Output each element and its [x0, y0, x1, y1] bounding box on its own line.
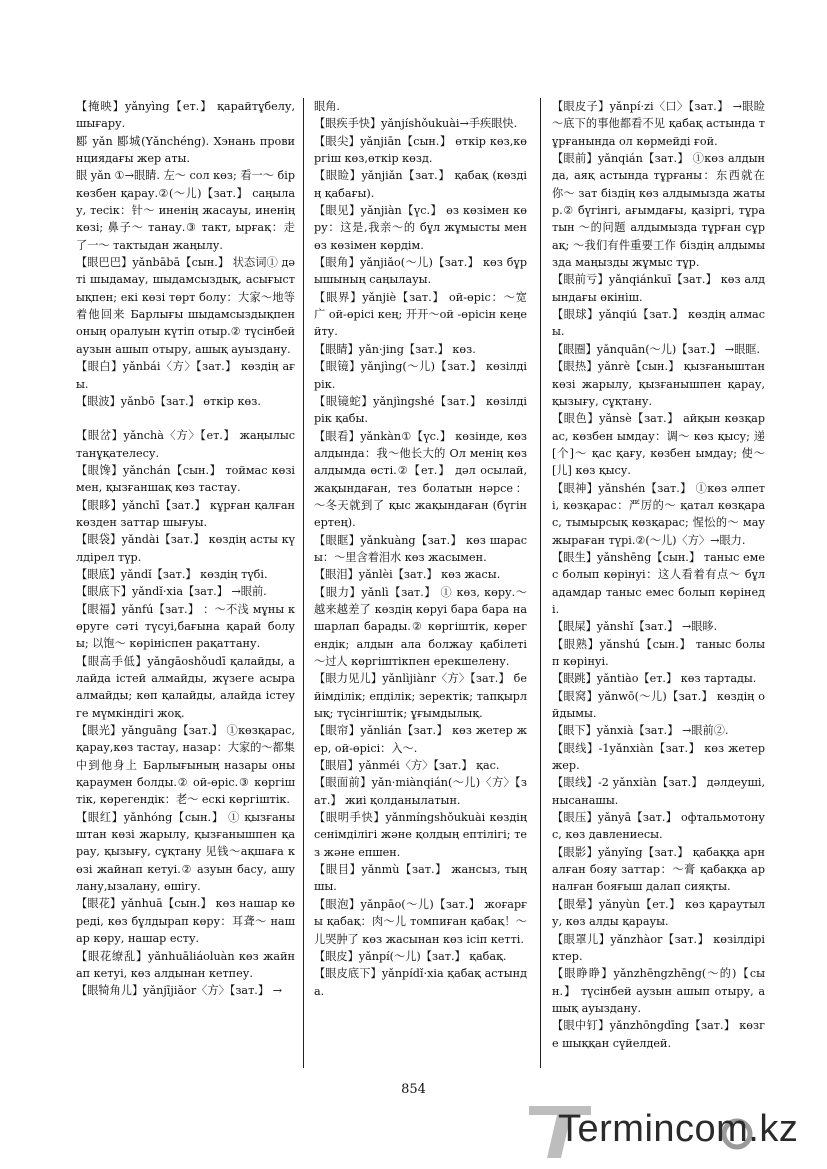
- dictionary-entry: 【眼罩儿】yǎnzhàor【зат.】 көзілдіріктер.: [552, 932, 765, 963]
- dictionary-entry: 【眼见】yǎnjiàn【үс.】 өз көзімен көру：这是,我亲～的 бұл жұмысты мен өз көзімен көрдім.: [314, 204, 527, 252]
- dictionary-entry: 【眼明手快】yǎnmíngshǒukuài көздің сенімділігі және қолдың ептілігі; тез және епшен.: [314, 811, 527, 859]
- dictionary-entry: 【眼睁睁】yǎnzhēngzhēng(～的)【сын.】 түсінбей аузын ашып отыру, ашық ауыздану.: [552, 967, 765, 1015]
- dictionary-entry: 眼 yǎn ①→眼睛. 左～ сол көз; 看一～ бір көзбен қарау.②(～儿)【зат.】 саңылау, тесік：针～ иненің жасауы, иненің көзі; 鼻子～ танау.③ такт, ырғақ：走了一～ тактыдан жаңылу.: [76, 169, 295, 252]
- dictionary-entry: 【眼光】yǎnguāng【зат.】 ①көзқарас, қарау,көз тастау, назар：大家的～都集中到他身上 Барлығының назары оны қараумен болды.② ой-өріс.③ көргіштік, көрегендік：老～ ескі көргіштік.: [76, 724, 295, 807]
- column-divider: [303, 98, 304, 1068]
- dictionary-entry: 【眼泡】yǎnpāo(～儿)【зат.】 жоғарғы қабақ：肉～儿 томпиған қабақ！～儿哭肿了 көз жасынан көз ісіп кетті.: [314, 897, 527, 946]
- dictionary-entry: 【眼界】yǎnjiè【зат.】 ой-өріс：～宽广 ой-өрісі кең; 开开～ой -өрісін кеңейту.: [314, 290, 527, 339]
- dictionary-entry: 【眼高手低】yǎngāoshǒudī қалайды, алайда істей алмайды, жүзеге асыра алмайды; көп қалайды, алайда істеуге мүмкіндігі жоқ.: [76, 654, 295, 720]
- dictionary-column-left: [76, 98, 295, 1000]
- dictionary-entry: 【眼帘】yǎnlián【зат.】 көз жетер жер, ой-өрісі：入～.: [314, 724, 527, 755]
- dictionary-entry: 【眼生】yǎnshēng【сын.】 таныс емес болып көрінуі：这人看着有点～ бұл адамдар таныс емес болып көрінеді.: [552, 550, 765, 616]
- dictionary-entry: 【眼泪】yǎnlèi【зат.】 көз жасы.: [314, 568, 501, 582]
- dictionary-entry: 【眼镜】yǎnjìng(～儿)【зат.】 көзілдірік.: [314, 360, 527, 391]
- dictionary-entry: 【眼馋】yǎnchán【сын.】 тоймас көзімен, қызғаншақ көз тастау.: [76, 463, 295, 495]
- dictionary-entry: 【眼岔】yǎnchà〈方〉【ет.】 жаңылыс танұқателесу.: [76, 429, 295, 460]
- dictionary-entry: 【眼下】yǎnxià【зат.】 →眼前②.: [552, 724, 729, 738]
- dictionary-entry: 【眼尖】yǎnjiān【сын.】 өткір көз,көргіш көз,өткір көзд.: [314, 134, 527, 166]
- dictionary-entry: 【掩映】yǎnyìng【ет.】 қарайтұбелу, шығару.: [76, 100, 295, 131]
- dictionary-entry: 【眼波】yǎnbō【зат.】 өткір көз.: [76, 394, 261, 408]
- dictionary-entry: 【眼皮底下】yǎnpídǐ·xia қабақ астында.: [314, 967, 527, 998]
- dictionary-entry: 【眼窝】yǎnwō(～儿)【зат.】 көздің ойдымы.: [552, 689, 765, 721]
- dictionary-entry: 【眼圈】yǎnquān(～儿)【зат.】 →眼眶.: [552, 342, 761, 356]
- dictionary-entry: 【眼跳】yǎntiào【ет.】 көз тартады.: [552, 672, 757, 686]
- dictionary-entry: 【眼目】yǎnmù【зат.】 жансыз, тыңшы.: [314, 863, 527, 894]
- dictionary-entry: 【眼袋】yǎndài【зат.】 көздің асты күлдірел түр.: [76, 533, 295, 564]
- dictionary-entry: 【眼力见儿】yǎnlìjiànr〈方〉【зат.】 бейімділік; епділік; зеректік; тапқырлық; түсінгіштік; ұғымдылық.: [314, 672, 527, 721]
- dictionary-entry: 【眼中钉】yǎnzhōngdīng【зат.】 көзге шыққан сүйелдей.: [552, 1019, 765, 1050]
- dictionary-entry: 【眼底】yǎndǐ【зат.】 көздің түбі.: [76, 567, 268, 581]
- dictionary-entry: 【眼镜蛇】yǎnjìngshé【зат.】 көзілдірік қабы.: [314, 394, 527, 426]
- dictionary-entry: 【眼皮】yǎnpí(～儿)【зат.】 қабақ.: [314, 949, 507, 963]
- dictionary-entry: 【眼眉】yǎnméi〈方〉【зат.】 қас.: [314, 759, 500, 773]
- dictionary-entry: 【眼底下】yǎndǐ·xia【зат.】 →眼前.: [76, 585, 267, 599]
- dictionary-column-middle: [314, 98, 527, 1000]
- dictionary-entry: 【眼压】yǎnyā【зат.】 офтальмотонус, көз давлениесы.: [552, 811, 765, 842]
- dictionary-entry: 【眼疾手快】yǎnjíshǒukuài→手疾眼快.: [314, 117, 518, 131]
- dictionary-entry: 郾 yǎn 郾城(Yǎnchéng). Хэнань провинциядағы жер аты.: [76, 134, 295, 166]
- page-number: 854: [401, 1082, 426, 1097]
- dictionary-entry: 【眼线】-2 yǎnxiàn【зат.】 дәлдеуші, нысанашы.: [552, 776, 765, 807]
- dictionary-entry: 【眼晕】yǎnyùn【ет.】 көз қараутылу, көз алды қарауы.: [552, 897, 765, 929]
- dictionary-entry: 【眼眵】yǎnchī【зат.】 кұрған қалған көзден заттар шығуы.: [76, 498, 295, 529]
- dictionary-entry: 【眼花】yǎnhuā【сын.】 көз нашар көреді, көз бұлдырап көру：耳聋～ нашар көру, нашар есту.: [76, 897, 295, 946]
- dictionary-entry: 【眼面前】yǎn·miànqián(～儿)〈方〉【зат.】 жиі қолданылатын.: [314, 776, 527, 807]
- dictionary-entry: 【眼犄角儿】yǎnjījiǎor〈方〉【зат.】 →: [76, 984, 282, 998]
- dictionary-entry: 【眼熟】yǎnshú【сын.】 таныс болып көрінуі.: [552, 637, 765, 668]
- column-divider: [540, 98, 541, 1068]
- dictionary-entry: 【眼色】yǎnsè【зат.】 айқын көзқарас, көзбен ымдау：调～ көз қысу; 递[个]～ қас қағу, көзбен ымдау; 使～[儿] көз қысу.: [552, 412, 765, 478]
- dictionary-entry: 【眼睛】yǎn·jing【зат.】 көз.: [314, 342, 476, 356]
- dictionary-entry: 【眼花缭乱】yǎnhuāliáoluàn көз жайнап кетуі, көз алдынан кетпеу.: [76, 949, 295, 980]
- termincom-logo-text: Termincom.kz: [558, 1108, 799, 1150]
- dictionary-entry: 【眼白】yǎnbái〈方〉【зат.】 көздің ағы.: [76, 360, 295, 391]
- dictionary-entry: 【眼睑】yǎnjiǎn【зат.】 қабақ (көздің қабағы).: [314, 169, 527, 200]
- dictionary-entry: 【眼线】-1yǎnxiàn【зат.】 көз жетер жер.: [552, 741, 765, 773]
- dictionary-entry: 【眼前】yǎnqián【зат.】 ①көз алдында, аяқ астында тұрғаны：东西就在你～ зат біздің көз алдымызда жатыр.② бүгінгі, ағымдағы, қазіргі, тұратын ～的问题 алдымызда тұрған сұрақ; ～我们有件重要工作 біздің алдымызда маңызды жұмыс тұр.: [552, 152, 765, 270]
- dictionary-entry: 【眼红】yǎnhóng【сын.】 ① қызғаныштан көзі жарылу, қызғанышпен қарау, қызығу, сұқтану 见钱～ақшаға көзі жайнап кетуі.② азуын басу, ашулану,ызалану, өшігу.: [76, 810, 295, 894]
- dictionary-entry: 眼角.: [314, 100, 340, 113]
- dictionary-entry: 【眼前亏】yǎnqiánkuī【зат.】 көз алдындағы өкініш.: [552, 273, 765, 304]
- dictionary-column-right: [552, 98, 765, 1052]
- dictionary-entry: 【眼热】yǎnrè【сын.】 қызғаныштан көзі жарылу, қызғанышпен қарау, қызығу, сұқтану.: [552, 360, 765, 408]
- dictionary-entry: 【眼力】yǎnlì【зат.】 ① көз, көру.～越来越差了 көздің көруі бара бара нашарлап барады.② көргіштік, көрегендік; алдын ала болжау қабілеті ～过人 көргіштікпен ерекшелену.: [314, 585, 527, 668]
- dictionary-entry: 【眼皮子】yǎnpí·zi〈口〉【зат.】 →眼睑 ～底下的事他都看不见 қабақ астында тұрғанында ол көрмейді ғой.: [552, 100, 765, 148]
- dictionary-entry: 【眼福】yǎnfú【зат.】 ：～不浅 мұны көруге сәті түсуі,бағына қарай болуы; 以饱～ көрініспен рақаттану.: [76, 602, 295, 651]
- dictionary-entry: 【眼看】yǎnkàn①【үс.】 көзінде, көз алдында：我～他长大的 Ол менің көз алдымда өсті.②【ет.】 дәл осылай, жақындаған, тез болатын нәрсе：～冬天就到了 қыс жақындаған (бүгін ертең).: [314, 429, 527, 530]
- dictionary-entry: 【眼角】yǎnjiǎo(～儿)【зат.】 көз бұрышының саңылауы.: [314, 256, 527, 287]
- dictionary-entry: 【眼眶】yǎnkuàng【зат.】 көз шарасы：～里含着泪水 көз жасымен.: [314, 533, 527, 564]
- dictionary-entry: 【眼球】yǎnqiú【зат.】 көздің алмасы.: [552, 308, 765, 339]
- dictionary-entry: 【眼神】yǎnshén【зат.】 ①көз әлпеті, көзқарас：严厉的～ қатал көзқарас, тымырсық көзқарас; 惺忪的～ маужыраған түрі.②(～儿)〈方〉→眼力.: [552, 481, 765, 547]
- dictionary-entry: 【眼巴巴】yǎnbābā【сын.】 状态词① дәті шыдамау, шыдамсыздық, асығыстықпен; екі көзі төрт болу：大家～地等着他回来 Барлығы шыдамсыздықпен оның оралуын күтіп отыр.② түсінбей аузын ашып отыру, ашық ауыздану.: [76, 256, 295, 356]
- dictionary-entry: 【眼影】yǎnyǐng【зат.】 қабаққа арналған бояу заттар：～膏 қабаққа арналған бояғыш далап сияқты.: [552, 845, 765, 894]
- dictionary-entry: 【眼屎】yǎnshǐ【зат.】 →眼眵.: [552, 620, 718, 634]
- entry-gap: [76, 410, 295, 427]
